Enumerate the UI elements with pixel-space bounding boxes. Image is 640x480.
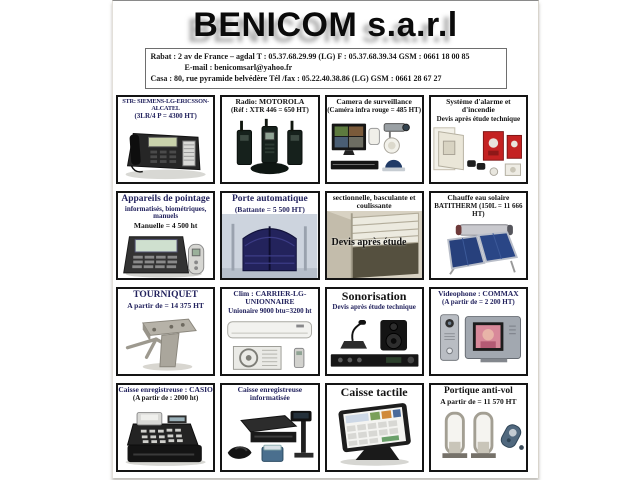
product-grid (116, 95, 528, 472)
product-price: (Caméra infra rouge = 485 HT) (327, 106, 422, 115)
cctv-system-icon (327, 115, 422, 182)
pa-sound-system-icon (327, 312, 422, 374)
product-card-tourniquet (116, 287, 215, 376)
product-title: TOURNIQUET (133, 290, 198, 300)
alarm-system-icon (431, 124, 526, 183)
product-note: Devis après étude technique (436, 114, 521, 123)
product-title: Clim : CARRIER-LG-UNIONNAIRE (233, 289, 307, 307)
contact-line-email: E-mail : benicomsarl@yahoo.fr (184, 63, 293, 73)
anti-theft-gate-icon (431, 406, 526, 470)
product-card-camera-surveillance (325, 95, 424, 184)
product-card-alarme-incendie (429, 95, 528, 184)
product-card-porte-automatique (220, 191, 319, 280)
product-title: Chauffe eau solaire (447, 193, 510, 202)
product-title: Système d'alarme et d'incendie (446, 97, 511, 115)
devis-overlay-text: Devis après étude (331, 237, 407, 249)
product-card-portique-antivol (429, 383, 528, 472)
product-card-standard-telephonique (116, 95, 215, 184)
turnstile-icon (118, 310, 213, 374)
product-title: Caisse tactile (340, 385, 408, 399)
product-note: Devis après étude technique (332, 303, 416, 312)
product-title: Videophone : COMMAX (438, 289, 519, 298)
air-conditioner-icon (222, 316, 317, 375)
solar-water-heater-icon (431, 219, 526, 278)
flyer-sheet (112, 0, 539, 478)
product-price: BATITHERM (150L = 11 666 HT) (434, 202, 523, 219)
contact-line-rabat: Rabat : 2 av de France – agdal T : 05.37.68.29.99 (LG) F : 05.37.68.39.34 GSM : 0661 18 00 85 (150, 52, 470, 61)
product-card-radio-motorola (220, 95, 319, 184)
product-card-caisse-tactile (325, 383, 424, 472)
product-title: Appareils de pointage (121, 194, 210, 204)
product-title: Caisse enregistreuse : CASIO (118, 385, 213, 394)
videophone-icon (431, 307, 526, 374)
product-price: A partir de = 11 570 HT (440, 396, 517, 406)
product-card-porte-garage (325, 191, 424, 280)
product-card-videophone (429, 287, 528, 376)
contact-line-casa: Casa : 80, rue pyramide belvédère Tél /fax : 05.22.40.38.86 (LG) GSM : 0661 28 67 27 (150, 74, 442, 84)
automatic-door-icon (222, 214, 317, 278)
touchscreen-pos-icon (327, 399, 422, 470)
product-price: (Battante = 5 500 HT) (234, 204, 305, 214)
product-price: (3LR/4 P = 4300 HT) (134, 112, 197, 121)
product-price: (A partir de = 2 200 HT) (442, 298, 515, 307)
product-card-appareils-pointage (116, 191, 215, 280)
product-subtitle: informatisés, biométriques, manuels (124, 204, 207, 221)
product-price: Unionaire 9000 btu=3200 ht (228, 306, 312, 315)
product-price: (Réf : XTR 446 = 650 HT) (230, 106, 309, 115)
product-title: Caisse enregistreuse informatisée (237, 385, 303, 403)
product-title: Porte automatique (232, 194, 308, 204)
product-card-caisse-informatisee (220, 383, 319, 472)
product-title: STR: SIEMENS-LG-ERICSSON-ALCATEL (122, 98, 210, 113)
product-card-chauffe-eau-solaire (429, 191, 528, 280)
product-title: Sonorisation (341, 289, 407, 303)
time-clock-icon (118, 231, 213, 279)
product-title: sectionnelle, basculante et coulissante (332, 193, 416, 211)
product-card-sonorisation (325, 287, 424, 376)
pos-hardware-icon (222, 403, 317, 470)
company-title: BENICOM s.a.r.l (193, 6, 458, 44)
cash-register-icon (118, 403, 213, 470)
desk-phone-icon (118, 121, 213, 182)
product-card-caisse-casio (116, 383, 215, 472)
walkie-talkie-icon (222, 115, 317, 182)
product-price: (A partir de : 2000 ht) (132, 394, 199, 403)
product-title: Camera de surveillance (336, 97, 412, 106)
product-title: Radio: MOTOROLA (235, 97, 305, 106)
contact-info-box (145, 48, 507, 89)
product-price: A partir de = 14 375 HT (127, 300, 204, 310)
product-price: Manuelle = 4 500 ht (133, 221, 198, 231)
product-card-climatisation (220, 287, 319, 376)
product-title: Portique anti-vol (443, 386, 513, 396)
